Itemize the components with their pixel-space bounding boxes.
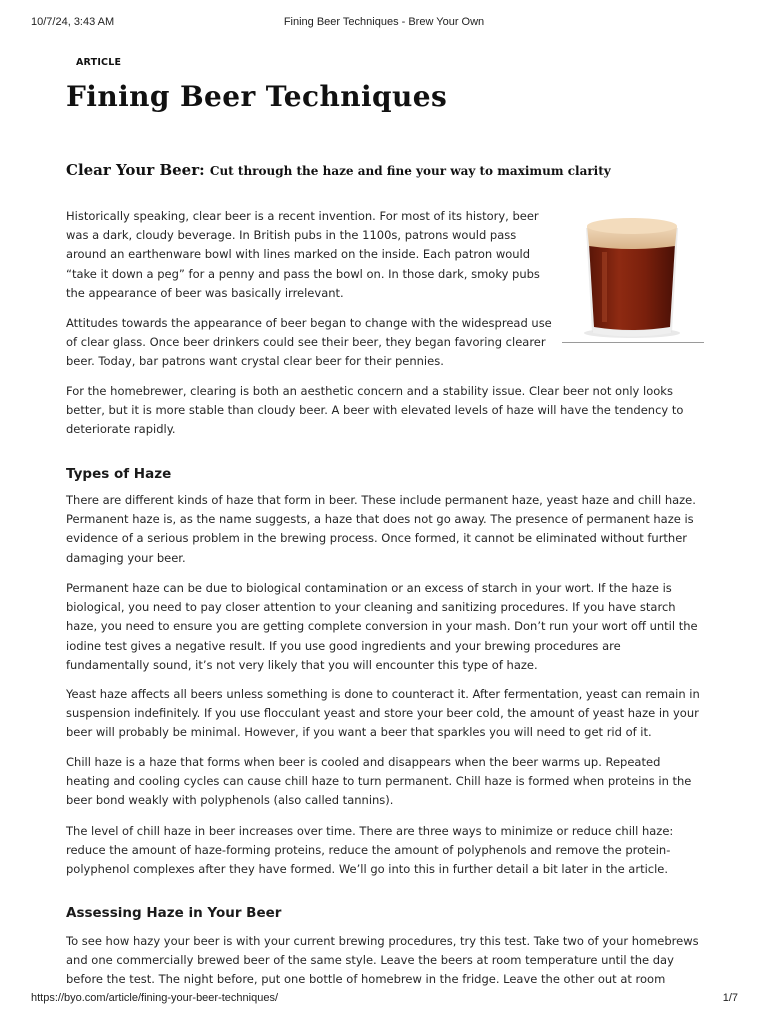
subhead-lead: Clear Your Beer: [66, 161, 210, 179]
paragraph: Permanent haze can be due to biological contamination or an excess of starch in your wort. If the haze is biological, you need to pay closer attention to your cleaning and sanitizing procedures. If you have starch haze, you need to ensure you are getting complete conversion in your mash. Don’t run your wort off until the iodine test gives a negative result. If you use good ingredients and your brewing procedures are fundamentally sound, it’s not very likely that you will encounter this type of haze. [66, 581, 698, 672]
paragraph: The level of chill haze in beer increases over time. There are three ways to minimize or reduce chill haze: reduce the amount of haze-forming proteins, reduce the amount of polyphenols and remove the protein-polyphenol complexes after they have formed. We’ll go into this in further detail a bit later in the article. [66, 824, 674, 877]
print-page-number: 1/7 [722, 992, 738, 1004]
paragraph: Chill haze is a haze that forms when beer is cooled and disappears when the beer warms up. Repeated heating and cooling cycles can cause chill haze to turn permanent. Chill haze is formed when proteins in the beer bond weakly with polyphenols (also called tannins). [66, 755, 692, 808]
print-url: https://byo.com/article/fining-your-beer-techniques/ [31, 992, 279, 1004]
paragraph: Yeast haze affects all beers unless something is done to counteract it. After fermentation, yeast can remain in suspension indefinitely. If you use flocculant yeast and store your beer cold, the amount of yeast haze in your beer will probably be minimal. However, if you want a beer that sparkles you will need to get rid of it. [66, 687, 700, 740]
paragraph: Historically speaking, clear beer is a recent invention. For most of its history, beer was a dark, cloudy beverage. In British pubs in the 1100s, patrons would pass around an earthenware bowl with lines marked on the inside. Each patron would “take it down a peg” for a penny and pass the bowl on. In those dark, smoky pubs the appearance of beer was basically irrelevant. [66, 209, 540, 300]
section-heading: Assessing Haze in Your Beer [66, 905, 282, 921]
print-page-title: Fining Beer Techniques - Brew Your Own [283, 16, 485, 28]
section-heading: Types of Haze [66, 466, 172, 482]
print-timestamp: 10/7/24, 3:43 AM [31, 16, 115, 28]
paragraph: To see how hazy your beer is with your current brewing procedures, try this test. Take two of your homebrews and one commercially brewed beer of the same style. Leave the beers at room temperature until the day before the test. The night before, put one bottle of homebrew in the fridge. Leave the other out at room [66, 934, 699, 987]
article-category: ARTICLE [76, 57, 122, 68]
paragraph: For the homebrewer, clearing is both an aesthetic concern and a stability issue. Clear beer not only looks better, but it is more stable than cloudy beer. A beer with elevated levels of haze will have the tendency to deteriorate rapidly. [66, 384, 684, 437]
figure-rule [562, 342, 704, 343]
beer-glass-image [562, 206, 704, 346]
article-subhead [66, 160, 686, 181]
subhead-rest: Cut through the haze and fine your way to maximum clarity [209, 164, 611, 178]
print-header [0, 16, 768, 32]
beer-glass-icon [562, 206, 704, 342]
article-title: Fining Beer Techniques [66, 80, 448, 113]
print-footer [0, 992, 768, 1008]
paragraph: Attitudes towards the appearance of beer began to change with the widespread use of clear glass. Once beer drinkers could see their beer, they began favoring clearer beer. Today, bar patrons want crystal clear beer for their pennies. [66, 316, 552, 369]
paragraph: There are different kinds of haze that form in beer. These include permanent haze, yeast haze and chill haze. Permanent haze is, as the name suggests, a haze that does not go away. The presence of permanent haze is evidence of a serious problem in the brewing process. Once formed, it cannot be eliminated without further damaging your beer. [66, 493, 696, 565]
